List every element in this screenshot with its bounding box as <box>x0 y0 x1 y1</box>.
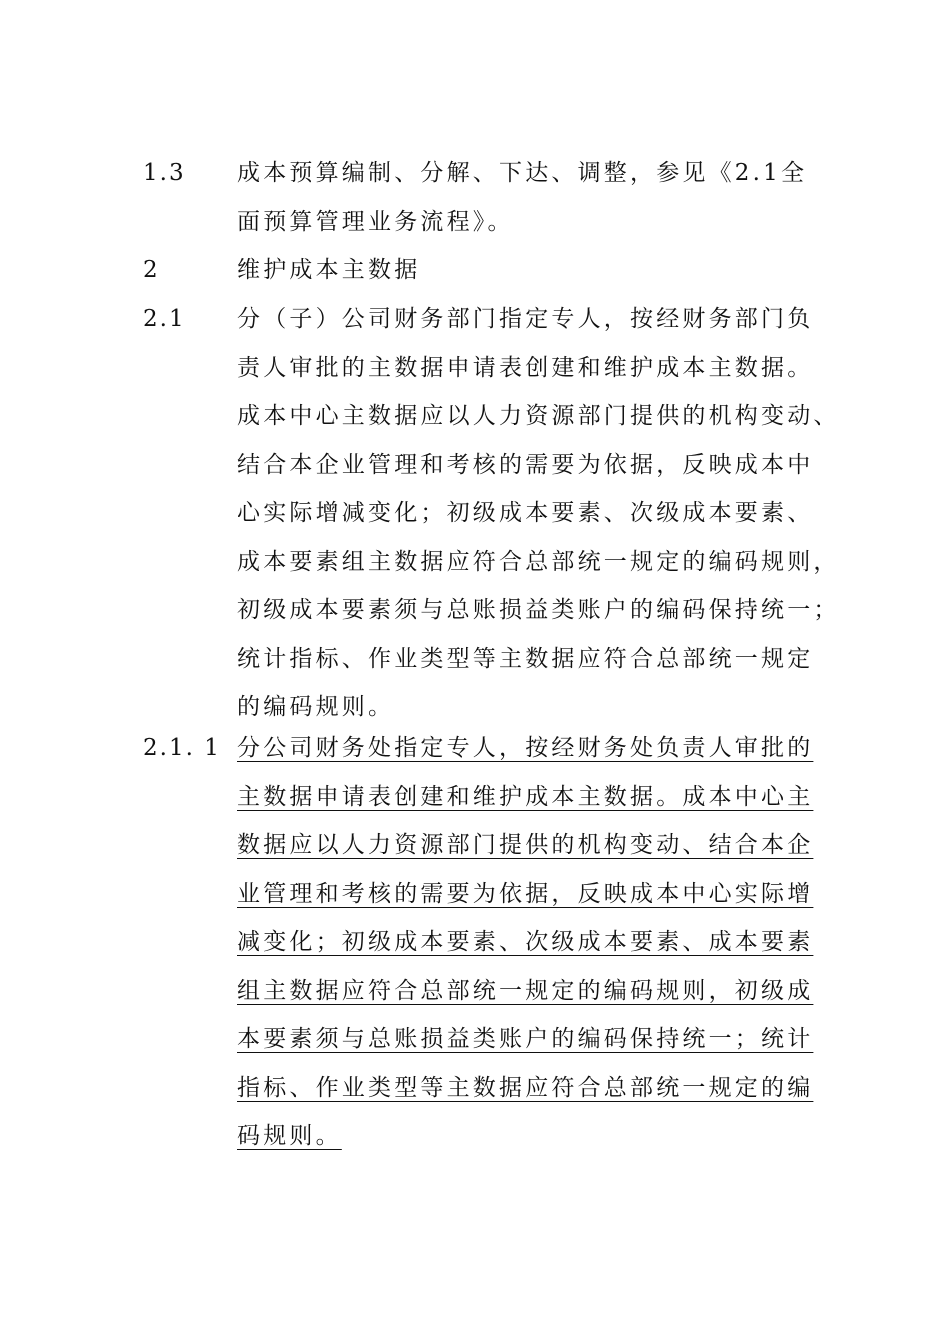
section-number: 2 <box>143 257 160 283</box>
text-line: 分（子）公司财务部门指定专人，按经财务部门负 <box>237 306 814 332</box>
text-line: 数据应以人力资源部门提供的机构变动、结合本企 <box>237 832 814 858</box>
section-text <box>237 295 840 732</box>
section-number: 1.3 <box>143 160 186 186</box>
section-number: 2.1. 1 <box>143 735 221 761</box>
text-line: 主数据申请表创建和维护成本主数据。成本中心主 <box>237 783 814 810</box>
text-line: 面预算管理业务流程》。 <box>237 208 514 235</box>
section-1-3 <box>143 149 823 246</box>
section-number: 2.1 <box>143 306 186 332</box>
section-2 <box>143 246 823 295</box>
text-line: 的编码规则。 <box>237 694 395 720</box>
section-text <box>237 246 817 295</box>
text-line: 成本中心主数据应以人力资源部门提供的机构变动、 <box>237 403 840 429</box>
text-line: 成本预算编制、分解、下达、调整，参见《2.1全 <box>237 160 808 186</box>
text-line: 减变化；初级成本要素、次级成本要素、成本要素 <box>237 929 814 955</box>
text-line: 分公司财务处指定专人，按经财务处负责人审批的 <box>237 735 814 761</box>
text-line: 指标、作业类型等主数据应符合总部统一规定的编 <box>237 1074 814 1101</box>
text-line: 初级成本要素须与总账损益类账户的编码保持统一； <box>237 597 840 623</box>
section-text-underlined <box>237 724 817 1161</box>
section-2-1 <box>143 295 840 732</box>
text-line: 维护成本主数据 <box>237 257 421 283</box>
text-line: 码规则。 <box>237 1123 342 1149</box>
section-2-1-1 <box>143 724 823 1161</box>
text-line: 成本要素组主数据应符合总部统一规定的编码规则， <box>237 548 840 575</box>
text-line: 结合本企业管理和考核的需要为依据，反映成本中 <box>237 451 814 478</box>
section-text <box>237 149 817 246</box>
text-line: 统计指标、作业类型等主数据应符合总部统一规定 <box>237 645 814 672</box>
text-line: 心实际增减变化；初级成本要素、次级成本要素、 <box>237 500 814 526</box>
text-line: 责人审批的主数据申请表创建和维护成本主数据。 <box>237 354 814 381</box>
text-line: 本要素须与总账损益类账户的编码保持统一；统计 <box>237 1026 814 1052</box>
text-line: 业管理和考核的需要为依据，反映成本中心实际增 <box>237 880 814 907</box>
text-line: 组主数据应符合总部统一规定的编码规则，初级成 <box>237 977 814 1004</box>
